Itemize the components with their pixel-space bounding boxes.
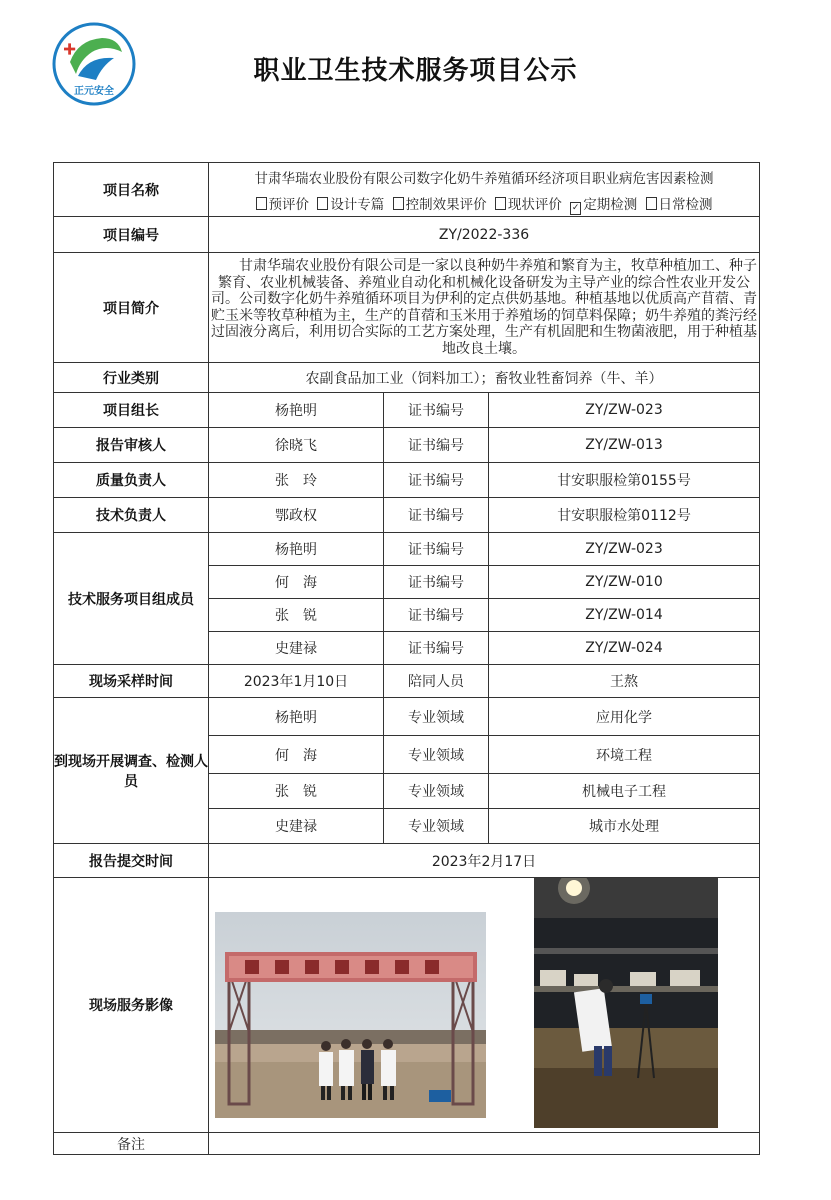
project-name: 甘肃华瑞农业股份有限公司数字化奶牛养殖循环经济项目职业病危害因素检测 bbox=[254, 170, 714, 187]
team-member-cert: ZY/ZW-014 bbox=[489, 599, 760, 632]
remark-label: 备注 bbox=[54, 1133, 209, 1155]
cert-label: 证书编号 bbox=[384, 566, 489, 599]
field-staff-name: 张 锐 bbox=[209, 774, 384, 809]
leader-name: 张 玲 bbox=[209, 463, 384, 498]
leader-role: 技术负责人 bbox=[54, 498, 209, 533]
page-title: 职业卫生技术服务项目公示 bbox=[253, 56, 578, 86]
sampling-time-label: 现场采样时间 bbox=[54, 665, 209, 698]
leader-cert: ZY/ZW-013 bbox=[489, 428, 760, 463]
cert-label: 证书编号 bbox=[384, 393, 489, 428]
project-name-label: 项目名称 bbox=[54, 163, 209, 217]
service-type-checkboxes bbox=[209, 193, 759, 215]
leader-role: 报告审核人 bbox=[54, 428, 209, 463]
field-staff-label: 到现场开展调查、检测人员 bbox=[54, 698, 209, 844]
checkbox-icon bbox=[256, 197, 267, 210]
field-label: 专业领域 bbox=[384, 736, 489, 774]
checkbox-daily-test: 日常检测 bbox=[646, 197, 713, 213]
project-number-label: 项目编号 bbox=[54, 217, 209, 253]
leader-name: 杨艳明 bbox=[209, 393, 384, 428]
checkbox-icon bbox=[646, 197, 657, 210]
industry: 农副食品加工业（饲料加工）；畜牧业牲畜饲养（牛、羊） bbox=[209, 363, 760, 393]
team-member-name: 何 海 bbox=[209, 566, 384, 599]
team-member-cert: ZY/ZW-010 bbox=[489, 566, 760, 599]
site-photo-barn bbox=[534, 878, 718, 1128]
leader-name: 鄂政权 bbox=[209, 498, 384, 533]
team-member-cert: ZY/ZW-023 bbox=[489, 533, 760, 566]
field-staff-name: 史建禄 bbox=[209, 809, 384, 844]
checkbox-status-evaluation: 现状评价 bbox=[495, 197, 562, 213]
accompany-label: 陪同人员 bbox=[384, 665, 489, 698]
site-photo-gate bbox=[215, 912, 486, 1118]
leader-cert: 甘安职服检第0112号 bbox=[489, 498, 760, 533]
industry-label: 行业类别 bbox=[54, 363, 209, 393]
cert-label: 证书编号 bbox=[384, 632, 489, 665]
leader-role: 质量负责人 bbox=[54, 463, 209, 498]
field-staff-name: 何 海 bbox=[209, 736, 384, 774]
photos-label: 现场服务影像 bbox=[54, 878, 209, 1133]
team-member-name: 张 锐 bbox=[209, 599, 384, 632]
project-name-cell bbox=[209, 163, 760, 217]
photos-cell bbox=[209, 878, 760, 1133]
leader-name: 徐晓飞 bbox=[209, 428, 384, 463]
team-member-cert: ZY/ZW-024 bbox=[489, 632, 760, 665]
cert-label: 证书编号 bbox=[384, 428, 489, 463]
leader-cert: 甘安职服检第0155号 bbox=[489, 463, 760, 498]
field-staff-field: 环境工程 bbox=[489, 736, 760, 774]
project-intro: 甘肃华瑞农业股份有限公司是一家以良种奶牛养殖和繁育为主，牧草种植加工、种子繁育、农业机械装备、养殖业自动化和机械化设备研发为主导产业的综合性农业开发公司。公司数字化奶牛养殖循环项目为伊利的定点供奶基地。种植基地以优质高产苜蓿、青贮玉米等牧草种植为主，生产的苜蓿和玉米用于养殖场的饲草料保障；奶牛养殖的粪污经过固液分离后，利用切合实际的工艺方案处理，生产有机固肥和生物菌液肥，用于种植基地改良土壤。 bbox=[209, 253, 760, 363]
accompany-person: 王熬 bbox=[489, 665, 760, 698]
project-number: ZY/2022-336 bbox=[209, 217, 760, 253]
checkbox-icon bbox=[495, 197, 506, 210]
cert-label: 证书编号 bbox=[384, 599, 489, 632]
cert-label: 证书编号 bbox=[384, 533, 489, 566]
project-table bbox=[53, 162, 760, 1155]
checkbox-pre-evaluation: 预评价 bbox=[256, 197, 310, 213]
field-label: 专业领域 bbox=[384, 774, 489, 809]
team-label: 技术服务项目组成员 bbox=[54, 533, 209, 665]
checkbox-control-effect: 控制效果评价 bbox=[393, 197, 487, 213]
field-staff-field: 机械电子工程 bbox=[489, 774, 760, 809]
cert-label: 证书编号 bbox=[384, 463, 489, 498]
checkbox-icon bbox=[393, 197, 404, 210]
field-label: 专业领域 bbox=[384, 809, 489, 844]
leader-role: 项目组长 bbox=[54, 393, 209, 428]
checkbox-checked-icon: ✓ bbox=[571, 202, 580, 213]
logo-text: 正元安全 bbox=[74, 86, 114, 97]
leader-cert: ZY/ZW-023 bbox=[489, 393, 760, 428]
team-member-name: 杨艳明 bbox=[209, 533, 384, 566]
remark-value bbox=[209, 1133, 760, 1155]
project-intro-label: 项目简介 bbox=[54, 253, 209, 363]
team-member-name: 史建禄 bbox=[209, 632, 384, 665]
checkbox-design: 设计专篇 bbox=[317, 197, 384, 213]
field-staff-field: 应用化学 bbox=[489, 698, 760, 736]
report-date-label: 报告提交时间 bbox=[54, 844, 209, 878]
report-date: 2023年2月17日 bbox=[209, 844, 760, 878]
field-staff-field: 城市水处理 bbox=[489, 809, 760, 844]
field-label: 专业领域 bbox=[384, 698, 489, 736]
cert-label: 证书编号 bbox=[384, 498, 489, 533]
sampling-date: 2023年1月10日 bbox=[209, 665, 384, 698]
field-staff-name: 杨艳明 bbox=[209, 698, 384, 736]
checkbox-periodic-test: ✓ 定期检测 bbox=[571, 196, 638, 213]
checkbox-icon bbox=[317, 197, 328, 210]
